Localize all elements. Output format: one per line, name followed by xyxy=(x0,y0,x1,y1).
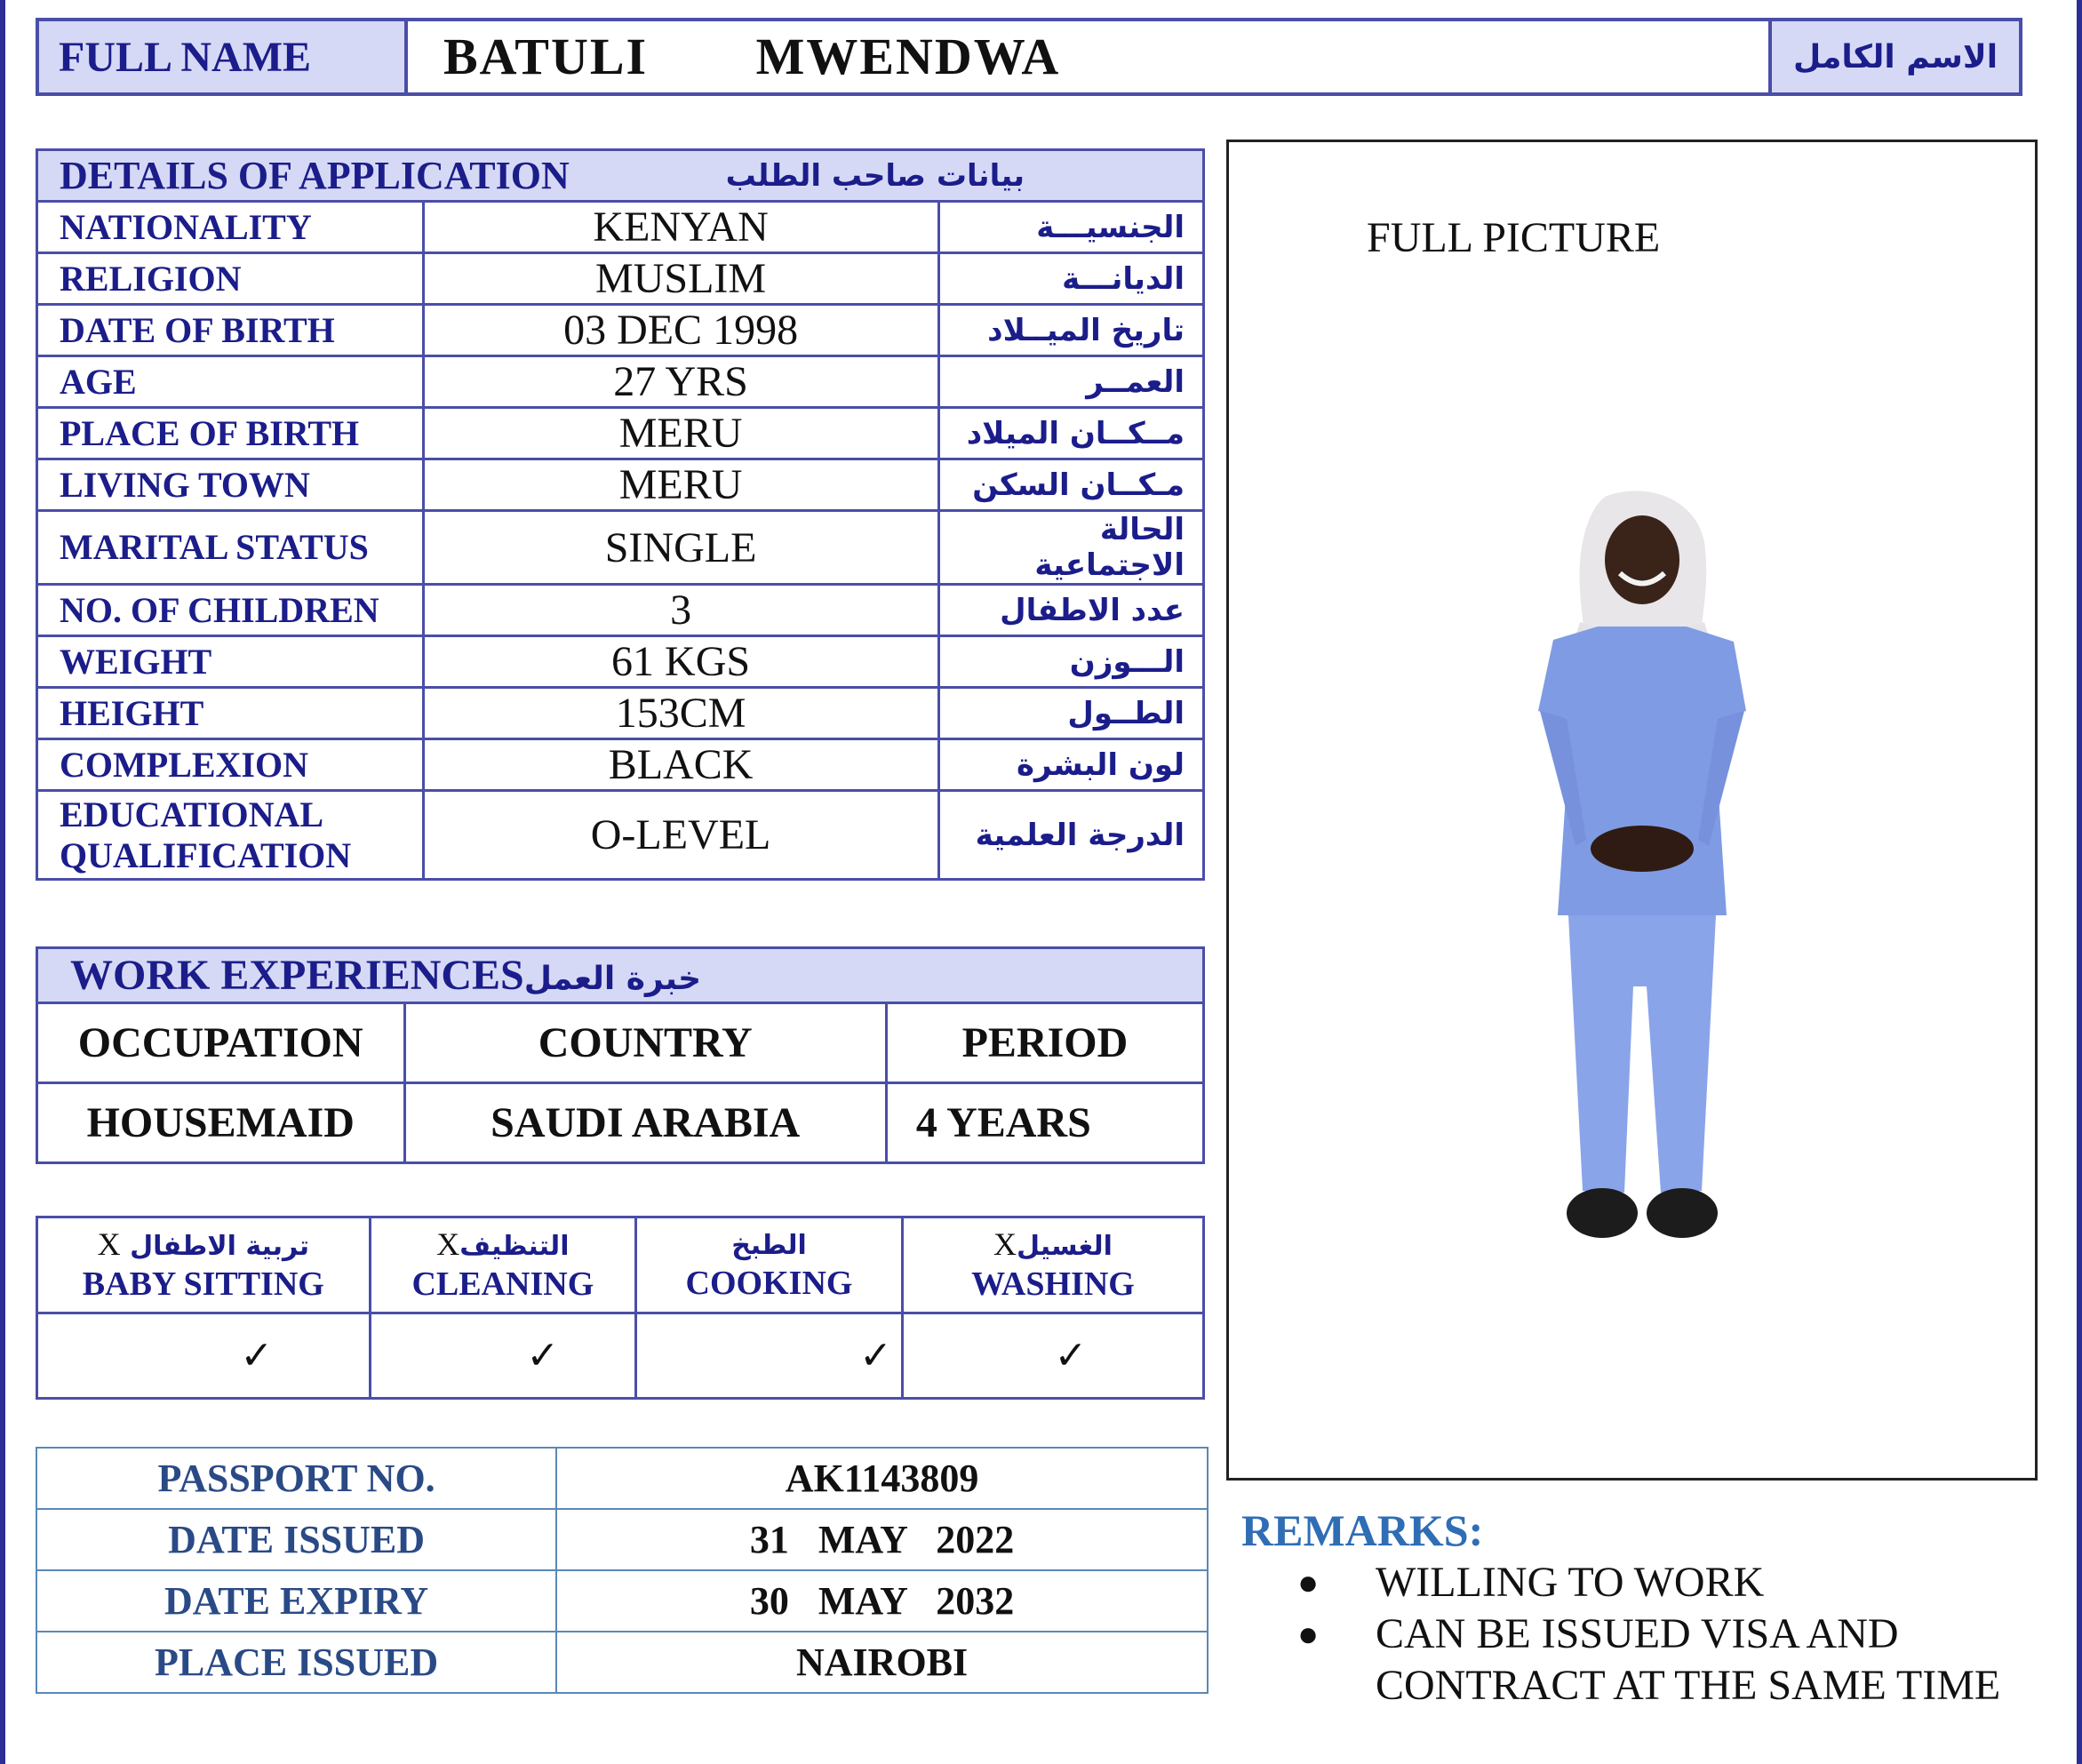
page-right-border xyxy=(2077,0,2082,1764)
skill-washing xyxy=(902,1217,1203,1313)
details-row-label: COMPLEXION xyxy=(37,739,424,791)
remark-text: CAN BE ISSUED VISA AND CONTRACT AT THE SAME TIME xyxy=(1376,1610,2001,1709)
passport-value: 31 MAY 2022 xyxy=(556,1509,1208,1570)
passport-value: NAIROBI xyxy=(556,1632,1208,1693)
details-header-title: DETAILS OF APPLICATION xyxy=(60,154,570,197)
work-experience-row xyxy=(37,1083,1204,1163)
remark-text: WILLING TO WORK xyxy=(1376,1559,1765,1606)
country-value: SAUDI ARABIA xyxy=(404,1083,886,1163)
page-left-border xyxy=(0,0,5,1764)
details-row-label-arabic: عدد الاطفال xyxy=(938,585,1203,636)
work-experience-table xyxy=(36,946,1205,1164)
passport-label: PLACE ISSUED xyxy=(36,1632,556,1693)
skill-label-arabic: التنظيف xyxy=(459,1231,570,1262)
details-row-label-arabic: مــكــان الميلاد xyxy=(938,408,1203,459)
details-row-label: NO. OF CHILDREN xyxy=(37,585,424,636)
details-row-label: PLACE OF BIRTH xyxy=(37,408,424,459)
details-row xyxy=(37,305,1204,356)
passport-row xyxy=(36,1632,1208,1693)
applicant-photo xyxy=(1513,489,1771,1271)
details-row-value: 3 xyxy=(423,585,938,636)
remarks-list xyxy=(1297,1557,2079,1712)
details-row-value: 03 DEC 1998 xyxy=(423,305,938,356)
skill-label-arabic: تربية الاطفال xyxy=(130,1231,309,1262)
skill-cleaning xyxy=(370,1217,635,1313)
passport-label: DATE ISSUED xyxy=(36,1509,556,1570)
details-row xyxy=(37,356,1204,408)
details-row-value: BLACK xyxy=(423,739,938,791)
details-table xyxy=(36,148,1205,881)
details-row xyxy=(37,253,1204,305)
checkmark-icon: ✓ xyxy=(240,1334,274,1377)
remark-item xyxy=(1297,1557,2079,1608)
details-row-label-arabic: العمــر xyxy=(938,356,1203,408)
checkmark-icon: ✓ xyxy=(526,1334,560,1377)
details-row-label: DATE OF BIRTH xyxy=(37,305,424,356)
details-row xyxy=(37,459,1204,511)
details-row-label-arabic: الدرجة العلمية xyxy=(938,791,1203,880)
full-picture-frame xyxy=(1226,140,2038,1481)
details-row xyxy=(37,791,1204,880)
skill-label: WASHING xyxy=(971,1265,1135,1303)
details-row-value: MERU xyxy=(423,408,938,459)
details-row xyxy=(37,202,1204,253)
details-row-label-arabic: الحالة الاجتماعية xyxy=(938,511,1203,585)
details-row-label: AGE xyxy=(37,356,424,408)
details-row-value: 27 YRS xyxy=(423,356,938,408)
skill-baby-sitting xyxy=(37,1217,371,1313)
details-row-value: MUSLIM xyxy=(423,253,938,305)
details-row-label: WEIGHT xyxy=(37,636,424,688)
full-name-label-arabic: الاسم الكامل xyxy=(1768,21,2019,92)
full-name-label: FULL NAME xyxy=(39,21,408,92)
details-row-label-arabic: الديانـــة xyxy=(938,253,1203,305)
column-header-occupation: OCCUPATION xyxy=(37,1003,405,1083)
skill-cooking xyxy=(636,1217,903,1313)
passport-row xyxy=(36,1509,1208,1570)
details-row xyxy=(37,739,1204,791)
skill-mark: X xyxy=(436,1226,460,1262)
period-value: 4 YEARS xyxy=(886,1083,1203,1163)
checkmark-icon: ✓ xyxy=(859,1334,892,1377)
details-row-label-arabic: لون البشرة xyxy=(938,739,1203,791)
passport-label: DATE EXPIRY xyxy=(36,1570,556,1632)
details-row-value: SINGLE xyxy=(423,511,938,585)
details-header-title-arabic: بيانات صاحب الطلب xyxy=(725,157,1025,194)
details-row xyxy=(37,688,1204,739)
full-picture-caption: FULL PICTURE xyxy=(1367,214,1661,261)
details-row-value: O-LEVEL xyxy=(423,791,938,880)
details-row-label: RELIGION xyxy=(37,253,424,305)
bullet-icon: ● xyxy=(1297,1614,1320,1654)
skill-check-cell xyxy=(37,1313,371,1399)
details-row-label-arabic: الطــول xyxy=(938,688,1203,739)
details-row-label-arabic: الجنسيـــة xyxy=(938,202,1203,253)
passport-row xyxy=(36,1570,1208,1632)
passport-row xyxy=(36,1448,1208,1509)
skill-check-cell xyxy=(902,1313,1203,1399)
details-row xyxy=(37,511,1204,585)
details-row-label-arabic: تاريخ الميــلاد xyxy=(938,305,1203,356)
remarks-title: REMARKS: xyxy=(1241,1505,1484,1555)
checkmark-icon: ✓ xyxy=(1054,1334,1088,1377)
details-row-value: MERU xyxy=(423,459,938,511)
details-row-label: EDUCATIONAL QUALIFICATION xyxy=(37,791,424,880)
work-experience-header xyxy=(37,948,1204,1003)
full-name-value: BATULI MWENDWA xyxy=(443,28,1061,85)
details-row-label: HEIGHT xyxy=(37,688,424,739)
full-name-bar xyxy=(36,18,2022,96)
occupation-value: HOUSEMAID xyxy=(37,1083,405,1163)
details-header xyxy=(37,150,1204,202)
details-row-label-arabic: الـــوزن xyxy=(938,636,1203,688)
passport-label: PASSPORT NO. xyxy=(36,1448,556,1509)
skill-check-cell xyxy=(636,1313,903,1399)
skill-mark: X xyxy=(993,1226,1017,1262)
skills-table xyxy=(36,1216,1205,1400)
skill-label-arabic: الطبخ xyxy=(731,1229,807,1261)
passport-table xyxy=(36,1447,1209,1694)
column-header-period: PERIOD xyxy=(886,1003,1203,1083)
skill-mark: X xyxy=(97,1226,121,1262)
skill-label: BABY SITTING xyxy=(82,1265,324,1303)
passport-value: 30 MAY 2032 xyxy=(556,1570,1208,1632)
details-row-value: 153CM xyxy=(423,688,938,739)
column-header-country: COUNTRY xyxy=(404,1003,886,1083)
details-row xyxy=(37,636,1204,688)
details-row-label: MARITAL STATUS xyxy=(37,511,424,585)
work-experience-title: WORK EXPERIENCES xyxy=(70,952,524,999)
skill-label: COOKING xyxy=(685,1264,853,1302)
details-row-label-arabic: مـكــان السكن xyxy=(938,459,1203,511)
skill-label: CLEANING xyxy=(411,1265,594,1303)
details-row-value: KENYAN xyxy=(423,202,938,253)
passport-value: AK1143809 xyxy=(556,1448,1208,1509)
details-row-label: LIVING TOWN xyxy=(37,459,424,511)
details-row xyxy=(37,408,1204,459)
skill-check-cell xyxy=(370,1313,635,1399)
details-row xyxy=(37,585,1204,636)
remark-item xyxy=(1297,1608,2079,1712)
bullet-icon: ● xyxy=(1297,1562,1320,1602)
details-row-label: NATIONALITY xyxy=(37,202,424,253)
work-experience-title-arabic: خبرة العمل xyxy=(523,961,702,997)
details-row-value: 61 KGS xyxy=(423,636,938,688)
skill-label-arabic: الغسيل xyxy=(1016,1231,1113,1262)
